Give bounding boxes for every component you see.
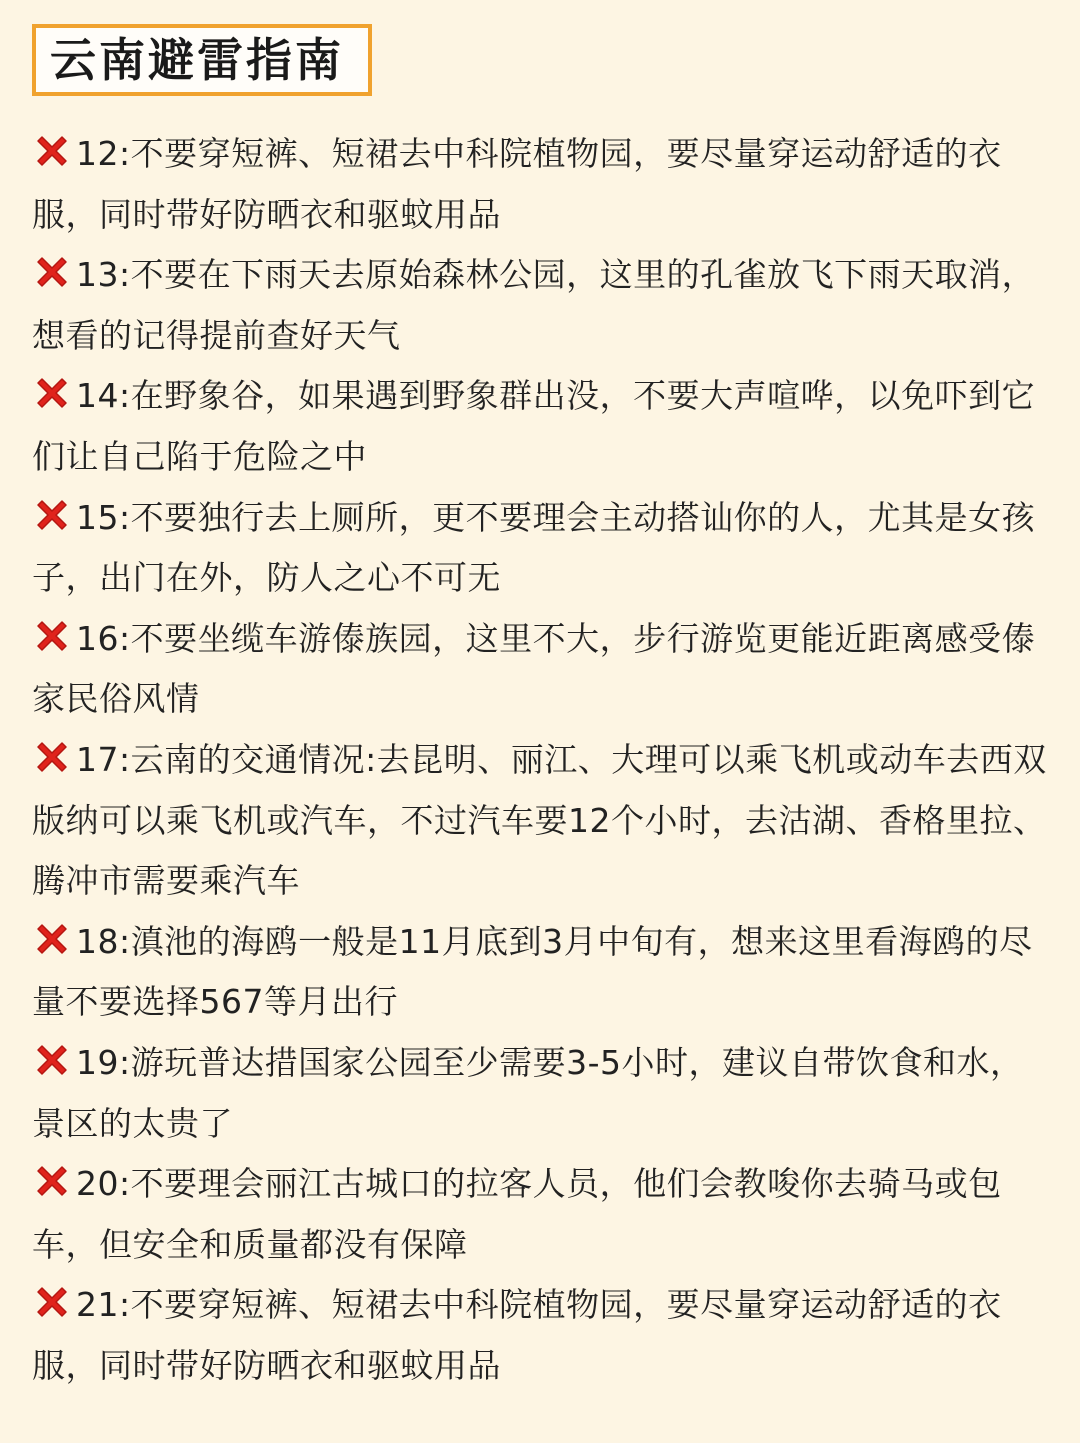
- tip-number: 19:: [76, 1042, 131, 1082]
- red-cross-icon: [32, 919, 72, 959]
- tip-text: 不要在下雨天去原始森林公园，这里的孔雀放飞下雨天取消，想看的记得提前查好天气: [32, 255, 1036, 355]
- tip-item: [32, 366, 1048, 487]
- tip-number: 14:: [76, 376, 131, 416]
- tip-item: [32, 245, 1048, 366]
- red-cross-icon: [32, 1282, 72, 1322]
- tip-item: [32, 609, 1048, 730]
- tip-text: 游玩普达措国家公园至少需要3-5小时，建议自带饮食和水，景区的太贵了: [32, 1042, 1024, 1143]
- tip-number: 16:: [76, 618, 131, 658]
- tip-number: 20:: [76, 1164, 131, 1204]
- tip-number: 15:: [76, 497, 131, 537]
- tip-number: 18:: [76, 921, 131, 961]
- tip-text: 滇池的海鸥一般是11月底到3月中旬有，想来这里看海鸥的尽量不要选择567等月出行: [32, 921, 1033, 1022]
- tip-text: 不要理会丽江古城口的拉客人员，他们会教唆你去骑马或包车，但安全和质量都没有保障: [32, 1164, 1002, 1264]
- tip-item: [32, 1154, 1048, 1275]
- tip-text: 在野象谷，如果遇到野象群出没，不要大声喧哗，以免吓到它们让自己陷于危险之中: [32, 376, 1036, 476]
- tip-number: 13:: [76, 255, 131, 295]
- tip-item: [32, 124, 1048, 245]
- tip-item: [32, 1275, 1048, 1396]
- tip-item: [32, 730, 1048, 912]
- tip-item: [32, 1033, 1048, 1154]
- tip-text: 云南的交通情况:去昆明、丽江、大理可以乘飞机或动车去西双版纳可以乘飞机或汽车，不过汽车要12个小时，去沽湖、香格里拉、腾冲市需要乘汽车: [32, 739, 1047, 901]
- red-cross-icon: [32, 737, 72, 777]
- tips-list: [32, 124, 1048, 1396]
- red-cross-icon: [32, 373, 72, 413]
- page-title: 云南避雷指南: [50, 33, 344, 87]
- red-cross-icon: [32, 495, 72, 535]
- red-cross-icon: [32, 252, 72, 292]
- tip-item: [32, 912, 1048, 1033]
- tip-text: 不要坐缆车游傣族园，这里不大，步行游览更能近距离感受傣家民俗风情: [32, 618, 1036, 719]
- tip-text: 不要独行去上厕所，更不要理会主动搭讪你的人，尤其是女孩子，出门在外，防人之心不可无: [32, 497, 1036, 598]
- red-cross-icon: [32, 1161, 72, 1201]
- title-box: [32, 24, 372, 96]
- tip-text: 不要穿短裤、短裙去中科院植物园，要尽量穿运动舒适的衣服，同时带好防晒衣和驱蚊用品: [32, 134, 1002, 234]
- tip-number: 21:: [76, 1285, 131, 1325]
- tip-text: 不要穿短裤、短裙去中科院植物园，要尽量穿运动舒适的衣服，同时带好防晒衣和驱蚊用品: [32, 1285, 1002, 1385]
- tip-item: [32, 488, 1048, 609]
- tip-number: 17:: [76, 739, 131, 779]
- red-cross-icon: [32, 1040, 72, 1080]
- red-cross-icon: [32, 131, 72, 171]
- tip-number: 12:: [76, 134, 131, 173]
- red-cross-icon: [32, 616, 72, 656]
